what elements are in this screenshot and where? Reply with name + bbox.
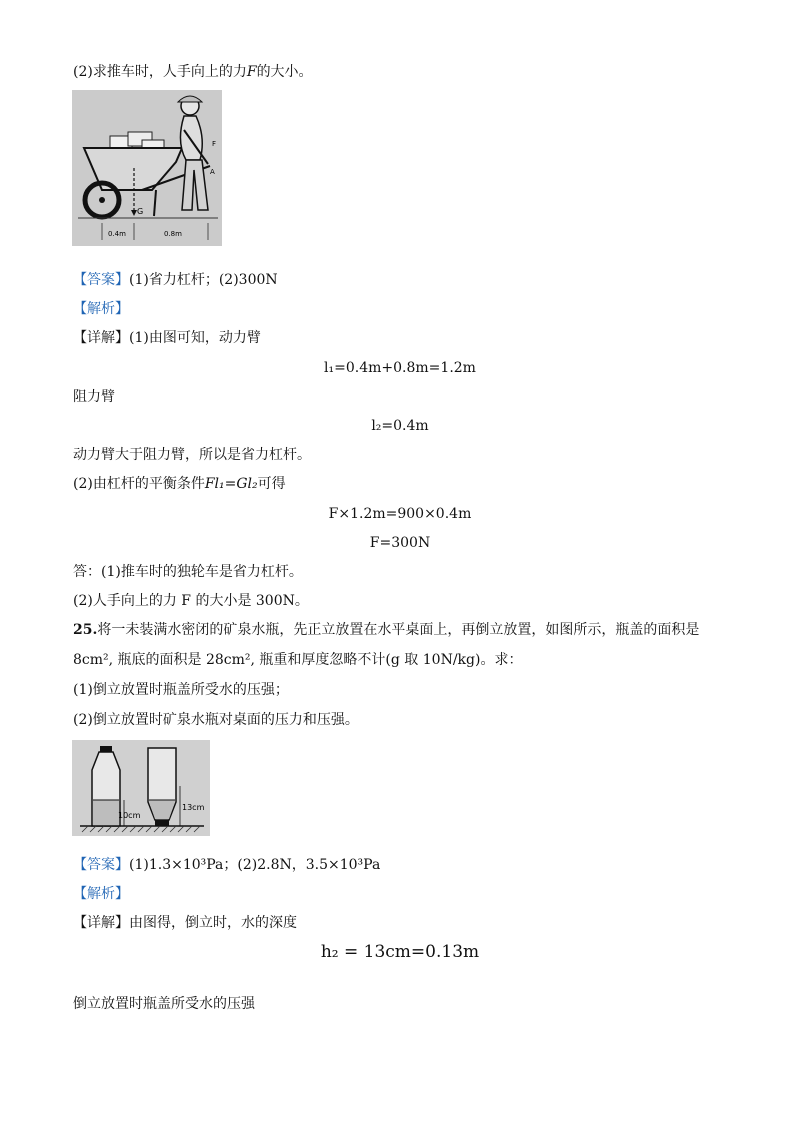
answer-tag: 【答案】 bbox=[73, 272, 129, 288]
q24-conclusion-1: 动力臂大于阻力臂，所以是省力杠杆。 bbox=[73, 447, 311, 463]
q24-part2 bbox=[73, 62, 313, 82]
q24-detail-1 bbox=[73, 328, 261, 348]
q24-eq1: l₁=0.4m+0.8m=1.2m bbox=[324, 360, 476, 376]
detail-2-a: (2)由杠杆的平衡条件 bbox=[73, 476, 205, 492]
detail-tag: 【详解】 bbox=[73, 330, 129, 346]
q25-eq1: h₂ = 13cm=0.13m bbox=[320, 942, 480, 962]
answer-tag-25: 【答案】 bbox=[73, 857, 129, 873]
wheelbarrow-diagram bbox=[72, 90, 222, 246]
q24-part2-tail: 的大小。 bbox=[256, 64, 313, 80]
q25-stem-1 bbox=[73, 620, 699, 640]
detail-text: (1)由图可知，动力臂 bbox=[129, 330, 261, 346]
q24-answer bbox=[73, 270, 278, 290]
q24-eq2: l₂=0.4m bbox=[371, 418, 429, 434]
q25-analysis-tag: 【解析】 bbox=[73, 886, 129, 902]
detail-text-25: 由图得，倒立时，水的深度 bbox=[129, 915, 297, 931]
fig-label-f: F bbox=[212, 140, 217, 148]
q25-answer bbox=[73, 855, 380, 875]
fig-label-a: A bbox=[210, 168, 215, 176]
detail-tag-25: 【详解】 bbox=[73, 915, 129, 931]
detail-2-eq: Fl₁=Gl₂ bbox=[204, 476, 258, 492]
fig-dim-1: 0.4m bbox=[108, 230, 126, 238]
bottle-figure bbox=[72, 740, 210, 836]
wheelbarrow-figure bbox=[72, 90, 222, 246]
q24-eq4: F=300N bbox=[369, 535, 431, 551]
label-13cm: 13cm bbox=[182, 803, 205, 812]
q25-q1: (1)倒立放置时瓶盖所受水的压强； bbox=[73, 682, 289, 698]
answer-text: (1)省力杠杆；(2)300N bbox=[129, 272, 278, 288]
q24-ans-1: 答：(1)推车时的独轮车是省力杠杆。 bbox=[73, 564, 303, 580]
q25-detail-1 bbox=[73, 913, 297, 933]
q24-resist-arm: 阻力臂 bbox=[73, 389, 115, 405]
bottle-diagram bbox=[72, 740, 210, 836]
label-10cm: 10cm bbox=[118, 811, 141, 820]
fig-label-g: G bbox=[137, 207, 144, 216]
q24-eq3: F×1.2m=900×0.4m bbox=[328, 506, 472, 522]
q25-q2: (2)倒立放置时矿泉水瓶对桌面的压力和压强。 bbox=[73, 712, 359, 728]
q24-detail-2 bbox=[73, 474, 286, 494]
q24-part2-text: (2)求推车时，人手向上的力 bbox=[73, 64, 247, 80]
q24-ans-2: (2)人手向上的力 F 的大小是 300N。 bbox=[73, 593, 309, 609]
detail-2-b: 可得 bbox=[257, 476, 286, 492]
q25-number: 25. bbox=[73, 622, 98, 638]
fig-dim-2: 0.8m bbox=[164, 230, 182, 238]
q25-stem-1-text: 将一未装满水密闭的矿泉水瓶，先正立放置在水平桌面上，再倒立放置，如图所示，瓶盖的面积是 bbox=[97, 622, 700, 638]
answer-text-25: (1)1.3×10³Pa；(2)2.8N，3.5×10³Pa bbox=[129, 857, 381, 873]
q25-detail-2: 倒立放置时瓶盖所受水的压强 bbox=[73, 996, 255, 1012]
q25-stem-2: 8cm², 瓶底的面积是 28cm², 瓶重和厚度忽略不计(g 取 10N/kg)。求： bbox=[73, 652, 523, 668]
q24-analysis-tag: 【解析】 bbox=[73, 301, 129, 317]
q24-part2-var: F bbox=[246, 64, 257, 80]
